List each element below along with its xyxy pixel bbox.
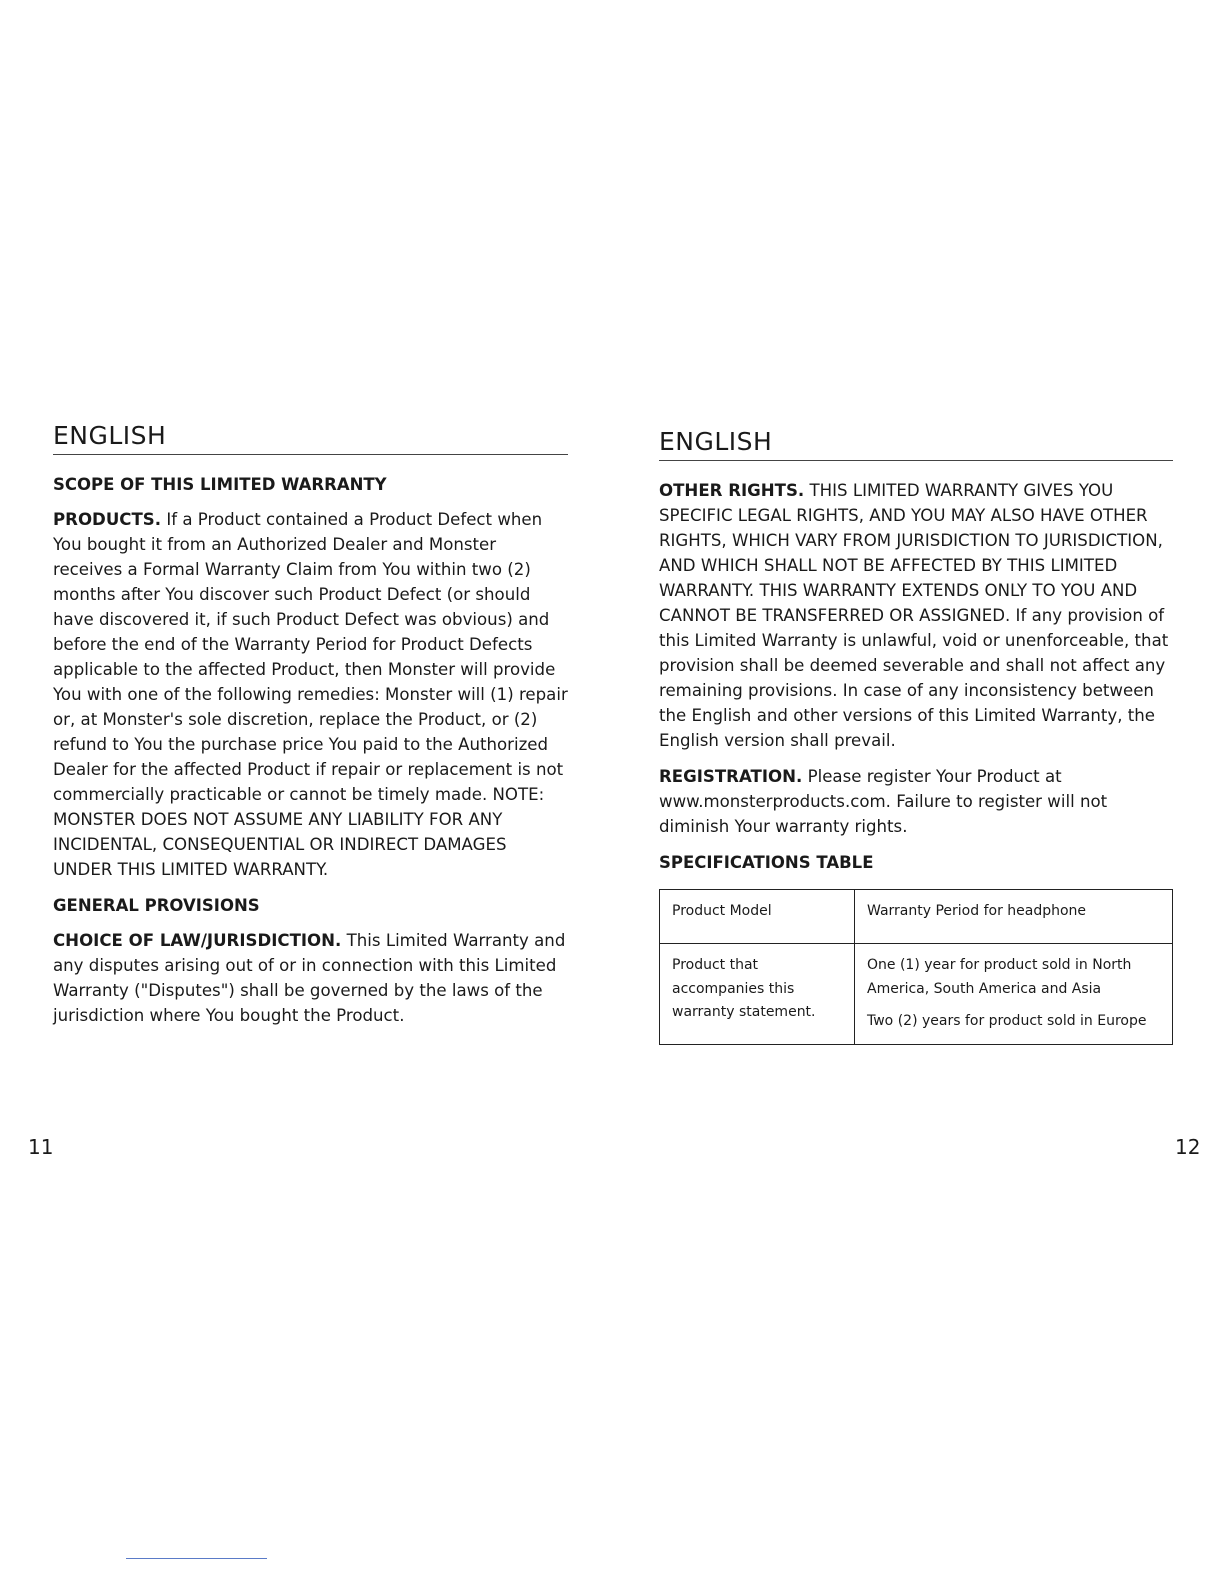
registration-label: REGISTRATION. [659, 767, 803, 786]
header-cell-product-model: Product Model [660, 890, 855, 944]
header-cell-warranty-period: Warranty Period for headphone [855, 890, 1173, 944]
registration-text: Please register Your Product at www.monsterproducts.com. Failure to register will not diminish Your warranty rights. [659, 767, 1108, 836]
page-number-right: 12 [1175, 1135, 1201, 1159]
page-number-left: 11 [28, 1135, 54, 1159]
general-provisions-title: GENERAL PROVISIONS [53, 896, 260, 915]
cell-line: One (1) year for product sold in North [867, 957, 1132, 973]
products-paragraph [53, 507, 568, 882]
right-language-heading: ENGLISH [659, 424, 1173, 461]
cell-product-description [660, 944, 855, 1045]
other-rights-text: THIS LIMITED WARRANTY GIVES YOU SPECIFIC LEGAL RIGHTS, AND YOU MAY ALSO HAVE OTHER RIGHTS, WHICH VARY FROM JURISDICTION TO JURISDICTION, AND WHICH SHALL NOT BE AFFECTED BY THIS LIMITED WARRANTY. THIS WARRANTY EXTENDS ONLY TO YOU AND CANNOT BE TRANSFERRED OR ASSIGNED. If any provision of this Limited Warranty is unlawful, void or unenforceable, that provision shall be deemed severable and shall not affect any remaining provisions. In case of any inconsistency between the English and other versions of this Limited Warranty, the English version shall prevail. [659, 481, 1169, 750]
cell-line: warranty statement. [672, 1004, 816, 1020]
cell-spacer [867, 1001, 1160, 1010]
other-rights-paragraph [659, 478, 1173, 753]
specifications-table [659, 889, 1173, 1045]
registration-paragraph [659, 764, 1173, 839]
other-rights-label: OTHER RIGHTS. [659, 481, 805, 500]
cell-line: Two (2) years for product sold in Europe [867, 1013, 1147, 1029]
choice-of-law-paragraph [53, 928, 568, 1028]
footer-divider [126, 1558, 267, 1559]
cell-warranty-description [855, 944, 1173, 1045]
scope-section-title: SCOPE OF THIS LIMITED WARRANTY [53, 475, 387, 494]
cell-line: accompanies this [672, 980, 795, 997]
right-page-content [659, 418, 1173, 1045]
products-text: If a Product contained a Product Defect when You bought it from an Authorized Dealer and Monster receives a Formal Warranty Claim from You within two (2) months after You discover such Product Defect (or should have discovered it, if such Product Defect was obvious) and before the end of the Warranty Period for Product Defects applicable to the affected Product, then Monster will provide You with one of the following remedies: Monster will (1) repair or, at Monster's sole discretion, replace the Product, or (2) refund to You the purchase price You paid to the Authorized Dealer for the affected Product if repair or replacement is not commercially practicable or cannot be timely made. NOTE: MONSTER DOES NOT ASSUME ANY LIABILITY FOR ANY INCIDENTAL, CONSEQUENTIAL OR INDIRECT DAMAGES UNDER THIS LIMITED WARRANTY. [53, 510, 568, 879]
cell-line: Product that [672, 957, 759, 973]
left-page-content [53, 418, 568, 1039]
cell-line: America, South America and Asia [867, 980, 1102, 997]
choice-of-law-label: CHOICE OF LAW/JURISDICTION. [53, 931, 342, 950]
products-label: PRODUCTS. [53, 510, 162, 529]
specifications-table-title: SPECIFICATIONS TABLE [659, 853, 874, 872]
table-row [660, 944, 1173, 1045]
table-header-row [660, 890, 1173, 944]
choice-of-law-text: This Limited Warranty and any disputes arising out of or in connection with this Limited Warranty ("Disputes") shall be governed by the laws of the jurisdiction where You bought the Product. [53, 931, 566, 1025]
left-language-heading: ENGLISH [53, 418, 568, 455]
